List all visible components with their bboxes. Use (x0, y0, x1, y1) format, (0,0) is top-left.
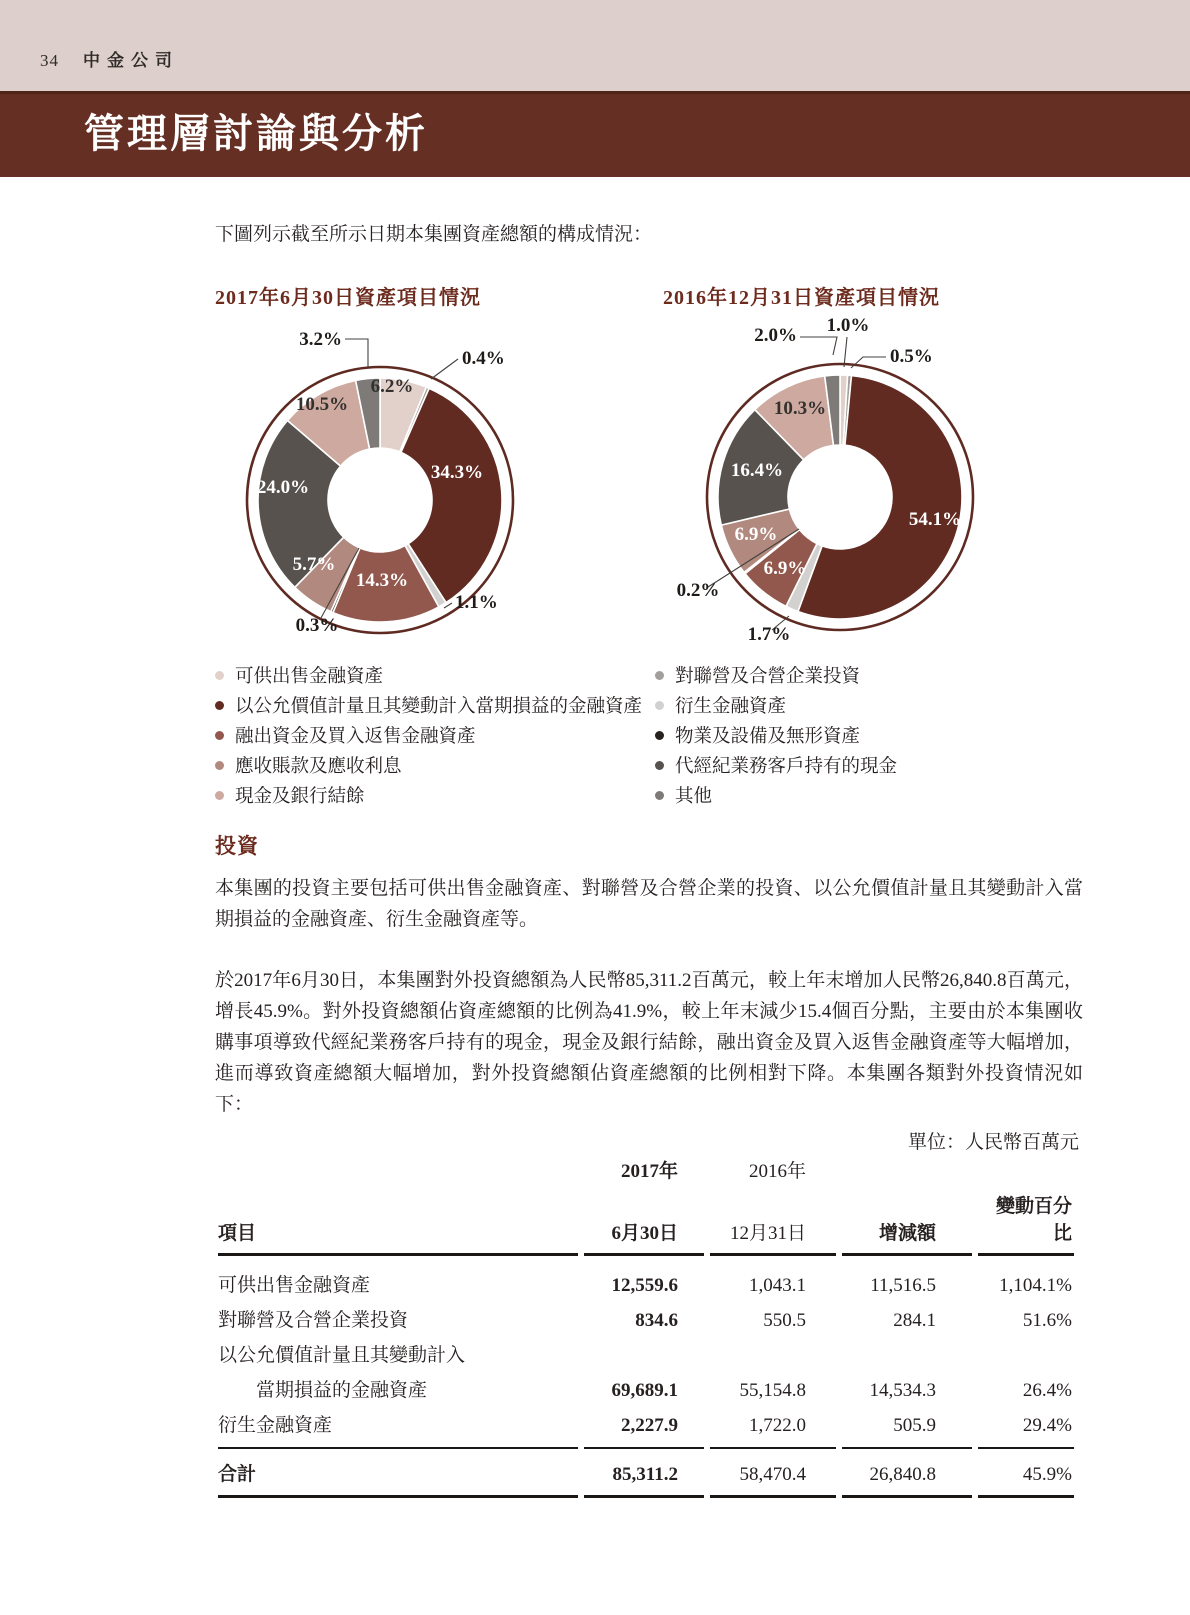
legend-label: 可供出售金融資產 (235, 667, 384, 687)
table-cell: 58,470.4 (710, 1449, 836, 1498)
slice-percentage-label: 34.3% (430, 462, 484, 483)
table-cell: 26.4% (1022, 1380, 1072, 1401)
legend-item (215, 750, 642, 780)
table-cell (842, 1336, 972, 1371)
slice-percentage-label: 1.7% (747, 624, 791, 645)
legend-label: 應收賬款及應收利息 (235, 757, 402, 777)
slice-percentage-label: 0.5% (890, 346, 933, 367)
pie-chart-2017 (185, 315, 645, 655)
legend-item (215, 690, 642, 720)
slice-percentage-label: 0.2% (676, 580, 720, 601)
slice-percentage-label: 2.0% (754, 325, 797, 346)
section-banner (0, 91, 1190, 177)
table-cell: 55,154.8 (739, 1380, 806, 1401)
legend-label: 代經紀業務客戶持有的現金 (675, 757, 898, 777)
slice-percentage-label: 0.4% (462, 348, 505, 369)
head-blank (218, 1152, 578, 1187)
table-cell: 1,722.0 (710, 1406, 836, 1449)
table-cell: 以公允價值計量且其變動計入 (218, 1345, 466, 1366)
intro-text: 下圖列示截至所示日期本集團資產總額的構成情況： (215, 224, 653, 245)
label-leader-line (844, 337, 847, 367)
legend-label: 現金及銀行結餘 (235, 787, 365, 807)
slice-percentage-label: 54.1% (908, 509, 962, 530)
table-cell: 11,516.5 (870, 1275, 936, 1296)
table-cell: 45.9% (978, 1449, 1074, 1498)
table-cell: 85,311.2 (584, 1449, 704, 1498)
head-2017-date: 6月30日 (584, 1187, 704, 1256)
legend-item (655, 690, 897, 720)
legend-dot-icon (655, 701, 664, 710)
legend-dot-icon (215, 731, 224, 740)
legend-dot-icon (655, 731, 664, 740)
table-head (218, 1152, 1074, 1256)
page-header-band (0, 0, 1190, 91)
legend-dot-icon (215, 671, 224, 680)
label-leader-line (345, 339, 368, 367)
table-head-row-date (218, 1187, 1074, 1256)
slice-percentage-label: 10.5% (295, 394, 349, 415)
legend-item (655, 780, 897, 810)
slice-percentage-label: 6.9% (763, 558, 807, 579)
legend-item (655, 720, 897, 750)
company-name: 中金公司 (83, 51, 179, 70)
section-heading: 投資 (215, 834, 259, 858)
table-head-row-year (218, 1152, 1074, 1187)
table-row (218, 1449, 1074, 1498)
head-blank (842, 1152, 972, 1187)
head-2016-year: 2016年 (748, 1161, 806, 1182)
table-cell: 550.5 (763, 1310, 806, 1331)
table-cell: 834.6 (635, 1310, 678, 1331)
legend-item (215, 780, 642, 810)
slice-percentage-label: 10.3% (773, 398, 827, 419)
table-cell: 合計 (218, 1449, 578, 1498)
slice-percentage-label: 5.7% (292, 554, 336, 575)
table-cell: 12,559.6 (611, 1275, 678, 1296)
chart-legend (215, 660, 1095, 815)
legend-dot-icon (655, 671, 664, 680)
legend-label: 衍生金融資產 (675, 697, 787, 717)
table-cell: 2,227.9 (584, 1406, 704, 1449)
slice-percentage-label: 1.0% (826, 315, 870, 336)
chart-title-2016: 2016年12月31日資產項目情況 (663, 287, 940, 309)
label-leader-line (800, 337, 837, 355)
legend-label: 對聯營及合營企業投資 (675, 667, 861, 687)
legend-item (655, 660, 897, 690)
legend-item (215, 720, 642, 750)
investments-table (212, 1152, 1080, 1498)
table-cell: 29.4% (978, 1406, 1074, 1449)
table-row (218, 1336, 1074, 1371)
table-cell: 當期損益的金融資產 (256, 1380, 428, 1401)
table-cell: 1,104.1% (999, 1275, 1072, 1296)
head-change-pct: 變動百分比 (978, 1187, 1074, 1256)
table-cell (710, 1336, 836, 1371)
head-blank (978, 1152, 1074, 1187)
table-cell: 衍生金融資產 (218, 1406, 578, 1449)
table-cell: 可供出售金融資產 (218, 1275, 371, 1296)
table-cell: 26,840.8 (842, 1449, 972, 1498)
legend-item (215, 660, 642, 690)
pie-chart-2016 (645, 310, 1105, 650)
table-body (218, 1256, 1074, 1498)
table-cell: 14,534.3 (869, 1380, 936, 1401)
legend-dot-icon (215, 791, 224, 800)
table-cell: 對聯營及合營企業投資 (218, 1310, 409, 1331)
legend-dot-icon (655, 791, 664, 800)
table-cell: 284.1 (893, 1310, 936, 1331)
slice-percentage-label: 6.2% (370, 376, 414, 397)
legend-column-right (655, 660, 897, 810)
slice-percentage-label: 0.3% (295, 615, 339, 636)
table-cell (584, 1336, 704, 1371)
legend-label: 融出資金及買入返售金融資產 (235, 727, 476, 747)
legend-dot-icon (215, 701, 224, 710)
table-cell: 505.9 (842, 1406, 972, 1449)
banner-title: 管理層討論與分析 (84, 111, 428, 156)
table-row (218, 1371, 1074, 1406)
table-cell: 1,043.1 (749, 1275, 806, 1296)
legend-item (655, 750, 897, 780)
table-row (218, 1256, 1074, 1301)
slice-percentage-label: 6.9% (734, 524, 778, 545)
table-cell: 51.6% (1022, 1310, 1072, 1331)
head-2017-year: 2017年 (620, 1161, 678, 1182)
head-change: 增減額 (842, 1187, 972, 1256)
paragraph-investments: 本集團的投資主要包括可供出售金融資產、對聯營及合營企業的投資、以公允價值計量且其變動計入當期損益的金融資產、衍生金融資產等。 (215, 878, 1083, 930)
label-leader-line (431, 359, 458, 379)
paragraph-investment-detail: 於2017年6月30日，本集團對外投資總額為人民幣85,311.2百萬元，較上年末增加人民幣26,840.8百萬元，增長45.9%。對外投資總額佔資產總額的比例為41.9%，較上年末減少15.4個百分點，主要由於本集團收購事項導致代經紀業務客戶持有的現金，現金及銀行結餘，融出資金及買入返售金融資產等大幅增加，進而導致資產總額大幅增加，對外投資總額佔資產總額的比例相對下降。本集團各類對外投資情況如下： (215, 970, 1083, 1115)
legend-label: 以公允價值計量且其變動計入當期損益的金融資產 (235, 697, 643, 717)
table-row (218, 1406, 1074, 1449)
head-item: 項目 (218, 1187, 578, 1256)
table-cell: 69,689.1 (611, 1380, 678, 1401)
legend-column-left (215, 660, 642, 810)
legend-dot-icon (655, 761, 664, 770)
table-cell (978, 1336, 1074, 1371)
legend-label: 其他 (675, 787, 713, 807)
chart-title-2017: 2017年6月30日資產項目情況 (215, 287, 481, 309)
slice-percentage-label: 3.2% (299, 329, 342, 350)
slice-percentage-label: 14.3% (355, 570, 409, 591)
slice-percentage-label: 16.4% (730, 460, 784, 481)
table-row (218, 1301, 1074, 1336)
legend-dot-icon (215, 761, 224, 770)
page-header (40, 46, 179, 71)
unit-note: 單位：人民幣百萬元 (907, 1132, 1079, 1153)
head-2016-date: 12月31日 (710, 1187, 836, 1256)
slice-percentage-label: 1.1% (455, 592, 498, 613)
legend-label: 物業及設備及無形資產 (675, 727, 861, 747)
slice-percentage-label: 24.0% (256, 477, 310, 498)
page-number: 34 (40, 51, 59, 70)
